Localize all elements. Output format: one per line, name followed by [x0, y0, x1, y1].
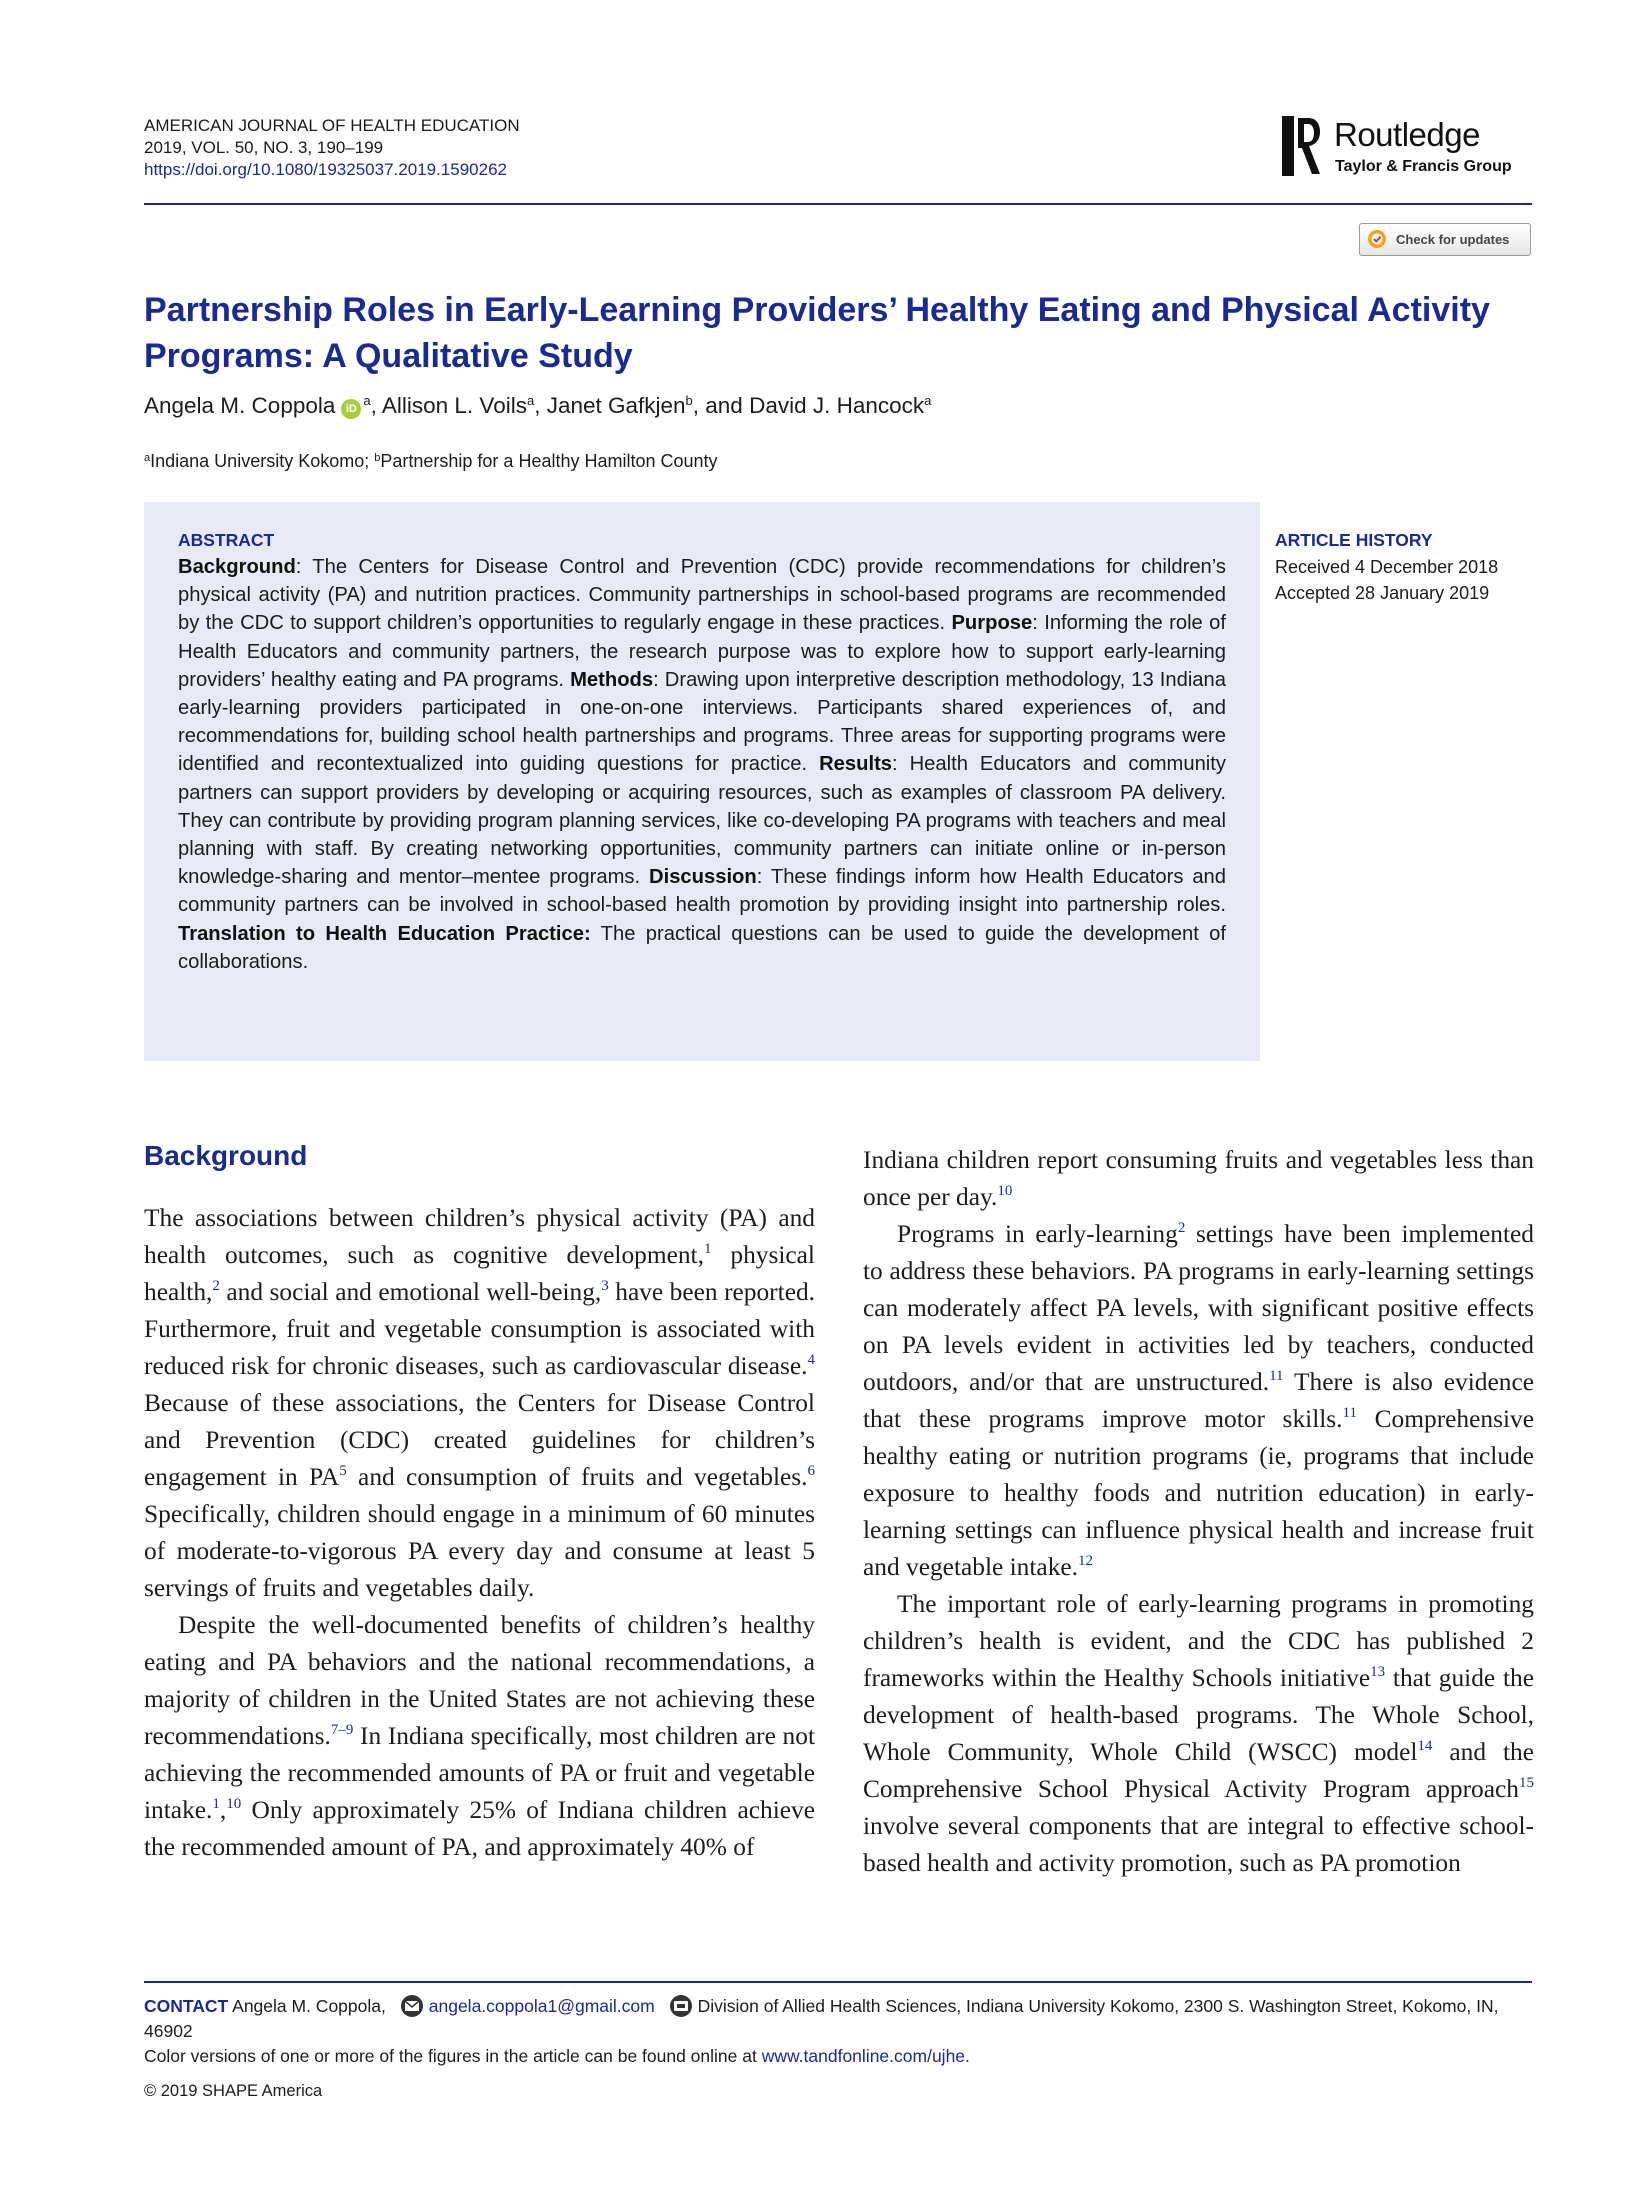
author-separator: , and [692, 393, 750, 418]
footer-rule [144, 1981, 1532, 1983]
body-column-right [863, 1142, 1534, 1882]
contact-email-link[interactable]: angela.coppola1@gmail.com [428, 1996, 655, 2016]
affiliations: $^a$Indiana University Kokomo; $^b$Partnership for a Healthy Hamilton County [144, 451, 718, 471]
check-updates-icon [1367, 229, 1387, 249]
citation-ref[interactable]: 11 [1342, 1405, 1357, 1421]
publisher-group: Taylor & Francis Group [1335, 158, 1512, 175]
journal-info [144, 115, 520, 181]
citation-ref[interactable]: 4 [807, 1352, 815, 1368]
received-date: Received 4 December 2018 [1275, 557, 1499, 577]
orcid-icon[interactable]: iD [341, 399, 361, 419]
citation-ref[interactable]: 2 [212, 1278, 220, 1294]
abstract-methods: : Drawing upon interpretive description methodology, 13 Indiana early-learning providers participated in one-on-one interviews. Participants shared experiences of, and recommendations for, building school health partnerships and programs. Three areas for supporting programs were identified and recontextualized into guiding questions for practice. [178, 668, 1226, 776]
citation-ref[interactable]: 1 [212, 1796, 220, 1812]
author-affiliation-mark: a [363, 393, 371, 408]
affiliation-b: Partnership for a Healthy Hamilton County [380, 451, 718, 471]
abstract-discussion: : These findings inform how Health Educators and community partners can be involved in school-based health promotion by providing insight into partnership roles. [178, 866, 1227, 917]
abstract-text [178, 553, 1226, 976]
affiliation-a: Indiana University Kokomo; [150, 451, 370, 471]
author-name[interactable]: Angela M. Coppola [144, 393, 336, 418]
doi-link[interactable]: https://doi.org/10.1080/19325037.2019.1590262 [144, 160, 507, 179]
body-paragraph: The important role of early-learning programs in promoting children’s health is evident, and the CDC has published 2 frameworks within the Healthy Schools initiative$^{13}$ that guide the development of health-based programs. The Whole School, Whole Community, Whole Child (WSCC) model$^{14}$ and the Comprehensive School Physical Activity Program approach$^{15}$ involve several components that are integral to effective school-based health and activity promotion, such as PA promotion [863, 1590, 1534, 1877]
author-separator: , [370, 393, 382, 418]
body-paragraph: Programs in early-learning$^2$ settings have been implemented to address these behaviors. PA programs in early-learning settings can moderately affect PA levels, with significant positive effects on PA levels evident in activities led by teachers, conducted outdoors, and/or that are unstructured.$^{11}$ There is also evidence that these programs improve motor skills.$^{11}$ Comprehensive healthy eating or nutrition programs (ie, programs that include exposure to healthy foods and nutrition education) in early-learning settings can influence physical health and increase fruit and vegetable intake.$^{12}$ [863, 1220, 1534, 1581]
citation-ref[interactable]: 5 [339, 1463, 347, 1479]
author-name[interactable]: David J. Hancock [749, 393, 925, 418]
abstract-purpose-label: Purpose [951, 612, 1033, 635]
author-affiliation-mark: a [924, 393, 932, 408]
article-title: Partnership Roles in Early-Learning Providers’ Healthy Eating and Physical Activity Programs: A Qualitative Study [144, 291, 1490, 375]
abstract-results-label: Results [819, 753, 893, 776]
citation-ref[interactable]: 6 [807, 1463, 815, 1479]
abstract-label: ABSTRACT [178, 530, 275, 550]
publisher-name: Routledge [1334, 116, 1480, 153]
citation-ref[interactable]: 1 [703, 1241, 712, 1257]
article-history-label: ARTICLE HISTORY [1275, 530, 1433, 550]
check-updates-label: Check for updates [1396, 232, 1510, 247]
contact-info [144, 1994, 1524, 2044]
email-icon [401, 1995, 423, 2017]
citation-ref[interactable]: 12 [1078, 1553, 1094, 1569]
body-paragraph: Despite the well-documented benefits of children’s healthy eating and PA behaviors and the national recommendations, a majority of children in the United States are not achieving these recommendations.$^{7-9}$ In Indiana specifically, most children are not achieving the recommended amounts of PA or fruit and vegetable intake.$^1$,$^{10}$ Only approximately 25% of Indiana children achieve the recommended amount of PA, and approximately 40% of [144, 1611, 815, 1861]
author-list [144, 393, 931, 419]
citation-ref[interactable]: 10 [997, 1183, 1013, 1199]
citation-ref[interactable]: 13 [1370, 1664, 1386, 1680]
abstract-background-label: Background [178, 556, 296, 578]
routledge-logo-icon [1282, 116, 1322, 184]
address-icon [670, 1995, 692, 2017]
citation-ref[interactable]: 10 [226, 1796, 242, 1812]
author-separator: , [534, 393, 547, 418]
check-for-updates-button[interactable] [1359, 223, 1531, 256]
journal-volume: 2019, VOL. 50, NO. 3, 190–199 [144, 138, 384, 157]
abstract-results: : Health Educators and community partners can support providers by developing or acquiring resources, such as examples of classroom PA delivery. They can contribute by providing program planning services, like co-developing PA programs with teachers and meal planning with staff. By creating networking opportunities, community partners can initiate online or in-person knowledge-sharing and mentor–mentee programs. [178, 753, 1226, 889]
article-history [1275, 554, 1498, 606]
author-name[interactable]: Allison L. Voils [381, 393, 527, 418]
section-heading-background: Background [144, 1140, 308, 1171]
contact-name: Angela M. Coppola, [232, 1996, 386, 2016]
abstract-purpose: : Informing the role of Health Educators and community partners, the research purpose was to explore how to support early-learning providers’ healthy eating and PA programs. [178, 612, 1226, 691]
abstract-background: : The Centers for Disease Control and Prevention (CDC) provide recommendations for children’s physical activity (PA) and nutrition practices. Community partnerships in school-based programs are recommended by the CDC to support children’s opportunities to regularly engage in these practices. [178, 556, 1226, 635]
author-affiliation-mark: a [526, 393, 535, 408]
abstract-discussion-label: Discussion [649, 866, 757, 889]
contact-address: Division of Allied Health Sciences, Indiana University Kokomo, 2300 S. Washington Street, Kokomo, IN, 46902 [144, 1996, 1499, 2041]
citation-ref[interactable]: 14 [1417, 1738, 1433, 1754]
body-paragraph: Indiana children report consuming fruits and vegetables less than once per day.$^{10}$ [863, 1146, 1534, 1211]
citation-ref[interactable]: 7–9 [330, 1722, 354, 1738]
author-affiliation-mark: b [685, 393, 693, 408]
abstract-translation-label: Translation to Health Education Practice: [178, 922, 591, 945]
color-figures-note [144, 2046, 970, 2067]
accepted-date: Accepted 28 January 2019 [1275, 583, 1490, 603]
abstract-methods-label: Methods [570, 668, 654, 691]
citation-ref[interactable]: 3 [601, 1278, 609, 1294]
contact-label: CONTACT [144, 1996, 229, 2016]
copyright: © 2019 SHAPE America [144, 2082, 323, 2100]
journal-name: AMERICAN JOURNAL OF HEALTH EDUCATION [144, 116, 520, 135]
citation-ref[interactable]: 11 [1269, 1368, 1284, 1384]
publisher-logo [1282, 116, 1532, 184]
body-paragraph: The associations between children’s physical activity (PA) and health outcomes, such as cognitive development,$^1$ physical health,$^2$ and social and emotional well-being,$^3$ have been reported. Furthermore, fruit and vegetable consumption is associated with reduced risk for chronic diseases, such as cardiovascular disease.$^4$ Because of these associations, the Centers for Disease Control and Prevention (CDC) created guidelines for children’s engagement in $PA^5$ and consumption of fruits and vegetables.$^6$ Specifically, children should engage in a minimum of 60 minutes of moderate-to-vigorous PA every day and consume at least 5 servings of fruits and vegetables daily. [144, 1204, 816, 1602]
abstract-translation: The practical questions can be used to guide the development of collaborations. [178, 922, 1226, 973]
citation-ref[interactable]: 15 [1519, 1775, 1534, 1791]
body-column-left [144, 1200, 815, 1866]
citation-ref[interactable]: 2 [1177, 1220, 1186, 1236]
journal-url-link[interactable]: www.tandfonline.com/ujhe. [761, 2046, 970, 2066]
header-rule [144, 203, 1532, 205]
color-note-text: Color versions of one or more of the figures in the article can be found online at [144, 2046, 762, 2066]
author-name[interactable]: Janet Gafkjen [546, 393, 686, 418]
